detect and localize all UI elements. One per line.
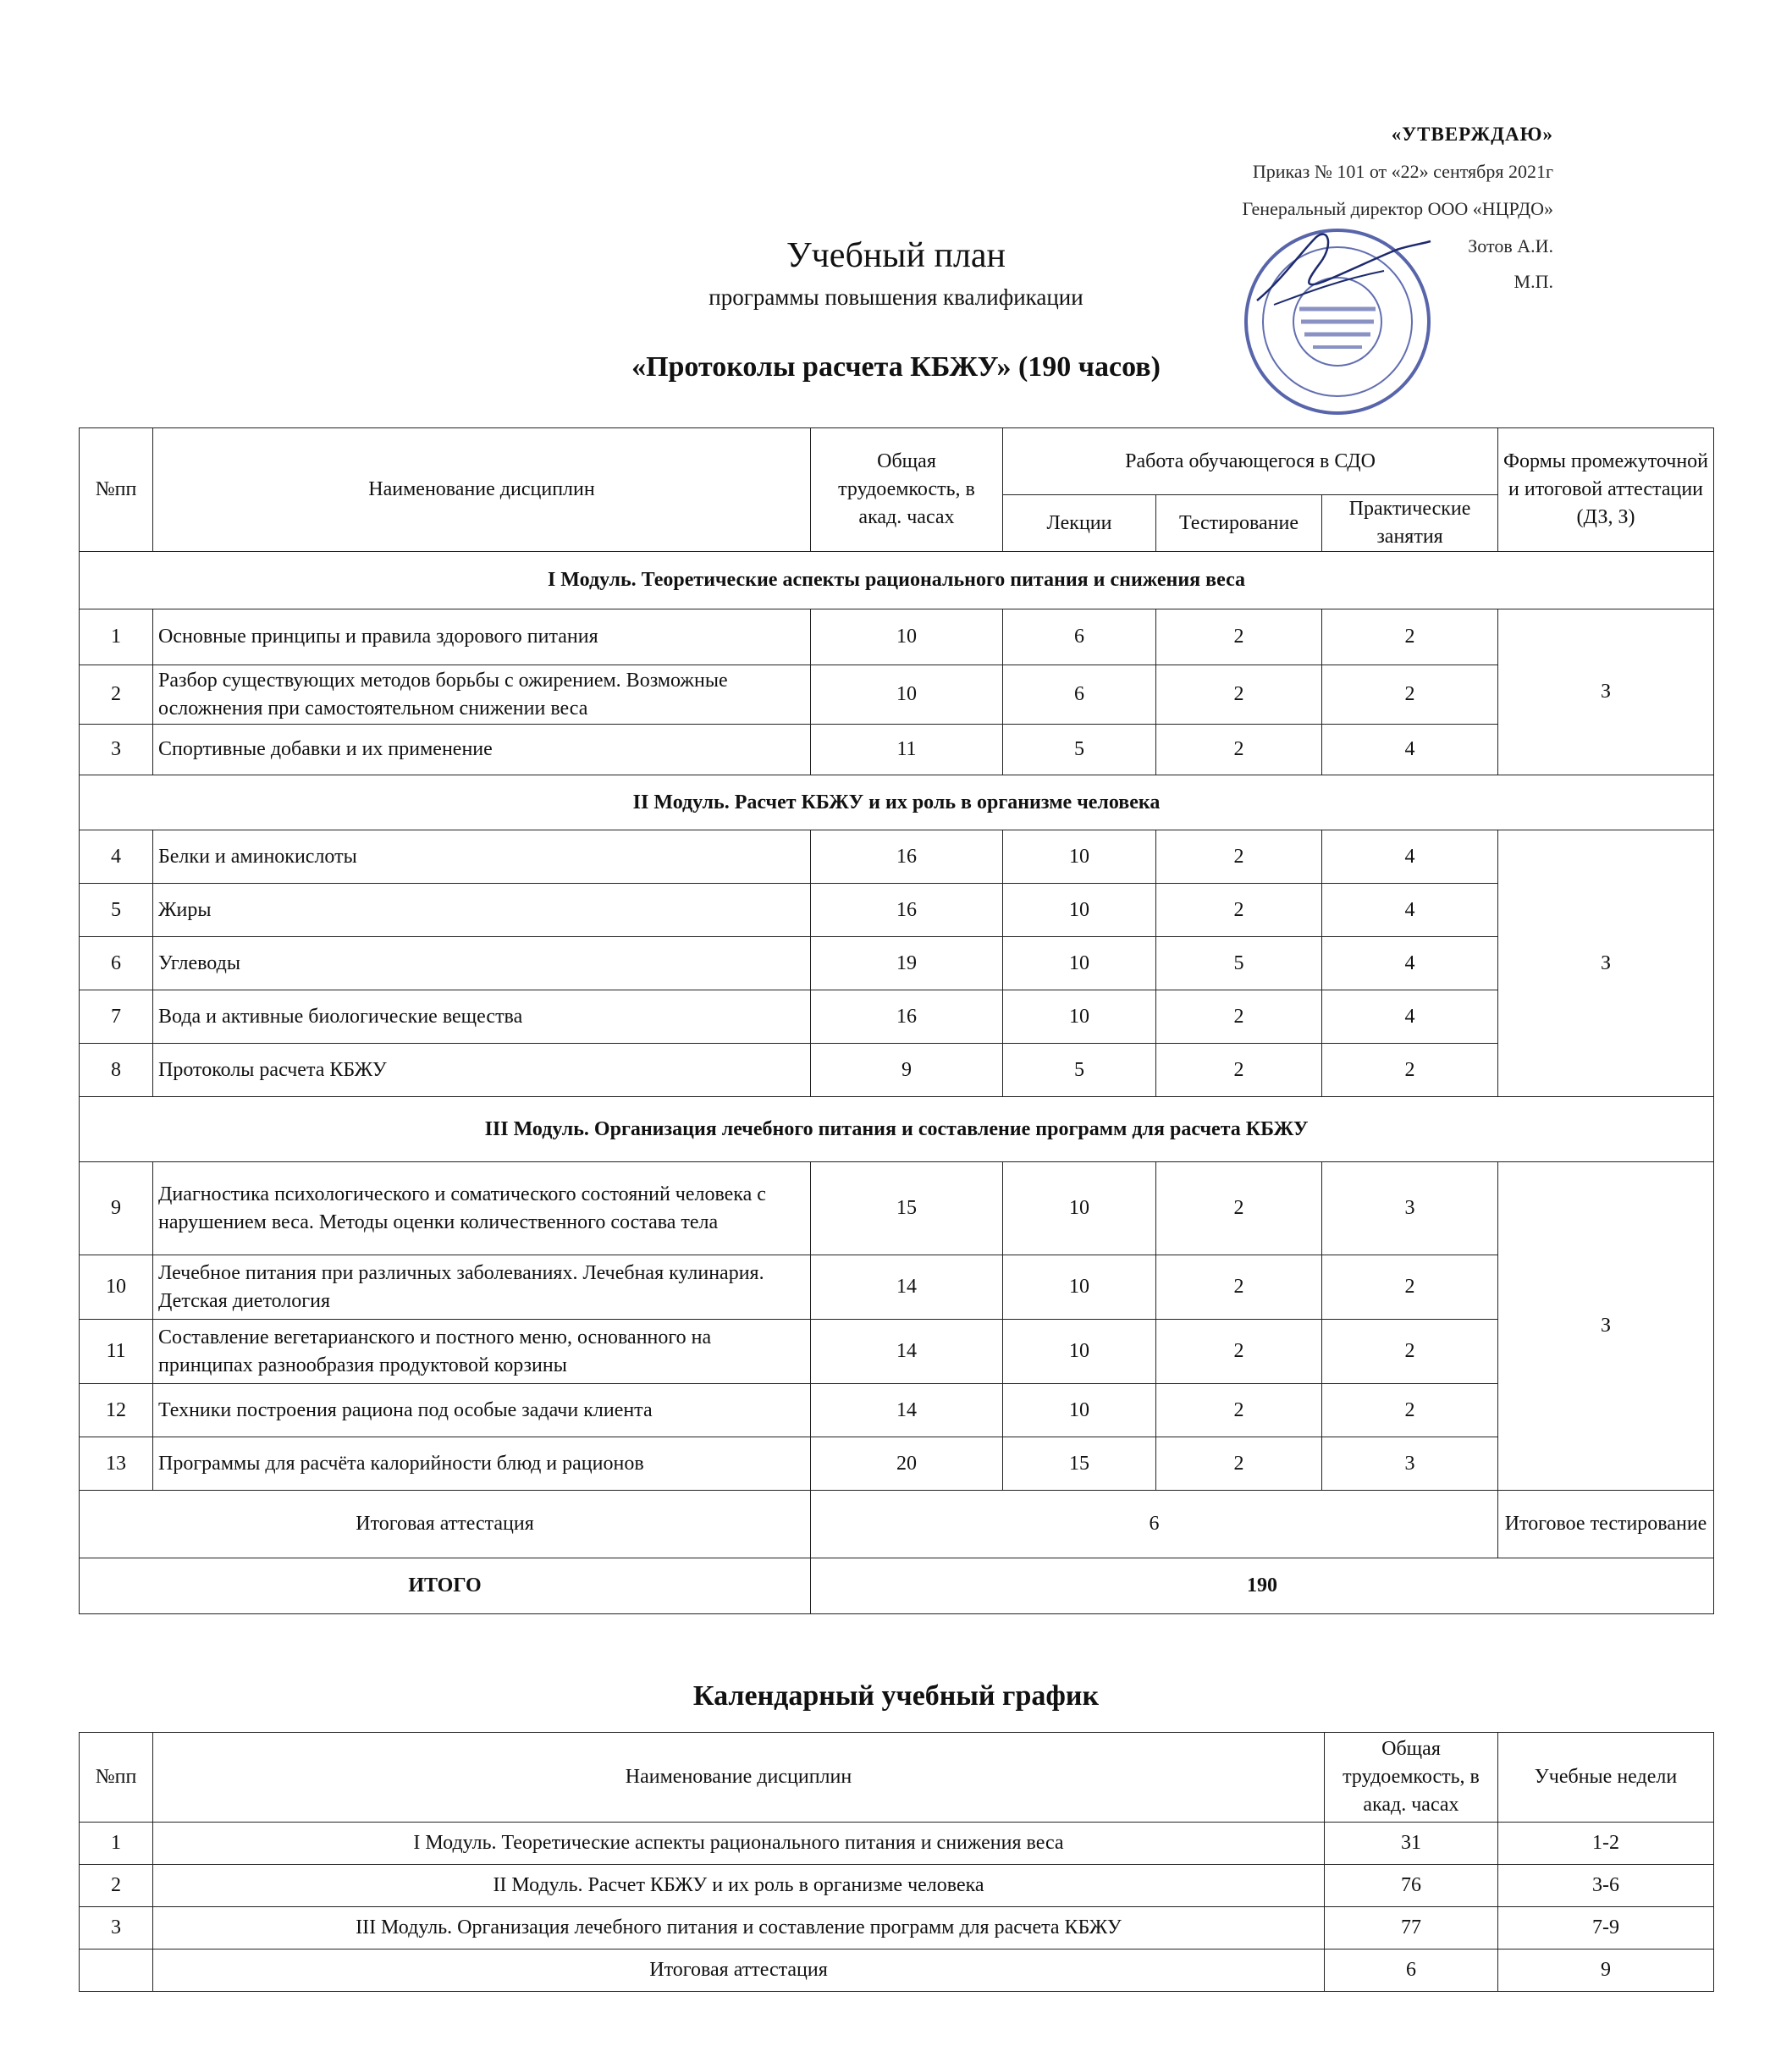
cal-row-total: 76 (1325, 1865, 1498, 1907)
row-testing: 2 (1156, 609, 1322, 665)
header-forms: Формы промежуточной и итоговой аттестации (ДЗ, З) (1498, 428, 1714, 552)
cal-header-weeks: Учебные недели (1498, 1733, 1714, 1823)
cal-row-name: Итоговая аттестация (153, 1949, 1325, 1992)
header-work: Работа обучающегося в СДО (1003, 428, 1498, 495)
row-num: 7 (80, 990, 153, 1044)
row-practice: 2 (1322, 1384, 1498, 1437)
approval-position: Генеральный директор ООО «НЦРДО» (1242, 198, 1553, 219)
row-testing: 2 (1156, 990, 1322, 1044)
row-practice: 2 (1322, 1044, 1498, 1097)
row-num: 12 (80, 1384, 153, 1437)
row-lectures: 10 (1003, 1320, 1156, 1384)
row-num: 11 (80, 1320, 153, 1384)
cal-row-weeks: 9 (1498, 1949, 1714, 1992)
row-num: 4 (80, 830, 153, 884)
row-total: 15 (811, 1162, 1003, 1255)
table-row (80, 1384, 1714, 1437)
row-practice: 3 (1322, 1437, 1498, 1491)
row-name: Техники построения рациона под особые задачи клиента (153, 1384, 811, 1437)
row-lectures: 10 (1003, 1255, 1156, 1320)
header-num: №пп (80, 428, 153, 552)
module-2-form: З (1498, 830, 1714, 1097)
cal-row-num: 2 (80, 1865, 153, 1907)
row-total: 11 (811, 725, 1003, 775)
row-practice: 2 (1322, 665, 1498, 725)
row-lectures: 10 (1003, 1384, 1156, 1437)
row-name: Вода и активные биологические вещества (153, 990, 811, 1044)
page-title: Учебный план (786, 236, 1006, 275)
table-row (80, 990, 1714, 1044)
row-practice: 4 (1322, 725, 1498, 775)
table-row (80, 1255, 1714, 1320)
final-hours: 6 (811, 1491, 1498, 1558)
row-total: 16 (811, 884, 1003, 937)
row-practice: 4 (1322, 830, 1498, 884)
approval-order: Приказ № 101 от «22» сентября 2021г (1252, 161, 1553, 182)
final-label: Итоговая аттестация (80, 1491, 811, 1558)
row-name: Разбор существующих методов борьбы с ожирением. Возможные осложнения при самостоятельном снижении веса (153, 665, 811, 725)
cal-row-total: 31 (1325, 1823, 1498, 1865)
row-num: 8 (80, 1044, 153, 1097)
row-lectures: 10 (1003, 937, 1156, 990)
row-total: 16 (811, 830, 1003, 884)
row-name: Составление вегетарианского и постного меню, основанного на принципах разнообразия продуктовой корзины (153, 1320, 811, 1384)
row-testing: 2 (1156, 665, 1322, 725)
row-lectures: 10 (1003, 1162, 1156, 1255)
table-row (80, 1162, 1714, 1255)
row-testing: 2 (1156, 1162, 1322, 1255)
table-row (80, 1320, 1714, 1384)
cal-row-num: 3 (80, 1907, 153, 1949)
cal-header-name: Наименование дисциплин (153, 1733, 1325, 1823)
row-num: 2 (80, 665, 153, 725)
calendar-table (79, 1732, 1714, 1992)
row-name: Углеводы (153, 937, 811, 990)
module-1-title: I Модуль. Теоретические аспекты рационального питания и снижения веса (80, 552, 1714, 609)
row-lectures: 10 (1003, 884, 1156, 937)
header-total: Общая трудоемкость, в акад. часах (811, 428, 1003, 552)
row-practice: 4 (1322, 884, 1498, 937)
row-total: 14 (811, 1320, 1003, 1384)
table-row (80, 725, 1714, 775)
header-lectures: Лекции (1003, 495, 1156, 552)
row-total: 10 (811, 609, 1003, 665)
table-row (80, 665, 1714, 725)
module-1-form: З (1498, 609, 1714, 775)
module-3-title: III Модуль. Организация лечебного питания и составление программ для расчета КБЖУ (80, 1097, 1714, 1162)
module-2-title: II Модуль. Расчет КБЖУ и их роль в организме человека (80, 775, 1714, 830)
row-total: 10 (811, 665, 1003, 725)
row-lectures: 5 (1003, 1044, 1156, 1097)
row-testing: 2 (1156, 1437, 1322, 1491)
table-row (80, 1823, 1714, 1865)
row-total: 14 (811, 1384, 1003, 1437)
row-name: Диагностика психологического и соматического состояний человека с нарушением веса. Методы оценки количественного состава тела (153, 1162, 811, 1255)
row-testing: 2 (1156, 884, 1322, 937)
table-row (80, 609, 1714, 665)
cal-row-num: 1 (80, 1823, 153, 1865)
row-practice: 4 (1322, 990, 1498, 1044)
row-name: Белки и аминокислоты (153, 830, 811, 884)
row-practice: 2 (1322, 1255, 1498, 1320)
row-total: 14 (811, 1255, 1003, 1320)
cal-row-weeks: 1-2 (1498, 1823, 1714, 1865)
total-hours: 190 (811, 1558, 1714, 1614)
table-row (80, 937, 1714, 990)
row-name: Жиры (153, 884, 811, 937)
table-row (80, 1949, 1714, 1992)
row-testing: 2 (1156, 1384, 1322, 1437)
row-total: 16 (811, 990, 1003, 1044)
row-testing: 2 (1156, 1255, 1322, 1320)
final-form: Итоговое тестирование (1498, 1491, 1714, 1558)
table-row (80, 1044, 1714, 1097)
total-label: ИТОГО (80, 1558, 811, 1614)
row-practice: 2 (1322, 609, 1498, 665)
table-row (80, 1907, 1714, 1949)
row-lectures: 6 (1003, 665, 1156, 725)
header-name: Наименование дисциплин (153, 428, 811, 552)
module-3-form: З (1498, 1162, 1714, 1491)
row-testing: 2 (1156, 1320, 1322, 1384)
row-testing: 2 (1156, 725, 1322, 775)
row-testing: 5 (1156, 937, 1322, 990)
table-row (80, 1437, 1714, 1491)
row-num: 13 (80, 1437, 153, 1491)
row-num: 1 (80, 609, 153, 665)
final-attestation-row (80, 1491, 1714, 1558)
table-row (80, 1865, 1714, 1907)
row-name: Программы для расчёта калорийности блюд и рационов (153, 1437, 811, 1491)
row-testing: 2 (1156, 1044, 1322, 1097)
program-title: «Протоколы расчета КБЖУ» (190 часов) (631, 351, 1161, 383)
header-testing: Тестирование (1156, 495, 1322, 552)
calendar-title: Календарный учебный график (692, 1680, 1100, 1712)
row-name: Протоколы расчета КБЖУ (153, 1044, 811, 1097)
cal-row-name: I Модуль. Теоретические аспекты рационального питания и снижения веса (153, 1823, 1325, 1865)
header-practice: Практические занятия (1322, 495, 1498, 552)
row-lectures: 6 (1003, 609, 1156, 665)
cal-header-total: Общая трудоемкость, в акад. часах (1325, 1733, 1498, 1823)
row-total: 19 (811, 937, 1003, 990)
cal-row-total: 77 (1325, 1907, 1498, 1949)
row-practice: 2 (1322, 1320, 1498, 1384)
row-name: Лечебное питания при различных заболеваниях. Лечебная кулинария. Детская диетология (153, 1255, 811, 1320)
total-row (80, 1558, 1714, 1614)
cal-row-weeks: 3-6 (1498, 1865, 1714, 1907)
row-practice: 4 (1322, 937, 1498, 990)
cal-row-weeks: 7-9 (1498, 1907, 1714, 1949)
row-lectures: 15 (1003, 1437, 1156, 1491)
row-testing: 2 (1156, 830, 1322, 884)
cal-header-num: №пп (80, 1733, 153, 1823)
row-lectures: 10 (1003, 990, 1156, 1044)
row-name: Спортивные добавки и их применение (153, 725, 811, 775)
row-num: 6 (80, 937, 153, 990)
row-practice: 3 (1322, 1162, 1498, 1255)
row-num: 10 (80, 1255, 153, 1320)
table-row (80, 830, 1714, 884)
cal-row-name: II Модуль. Расчет КБЖУ и их роль в организме человека (153, 1865, 1325, 1907)
row-lectures: 10 (1003, 830, 1156, 884)
table-row (80, 884, 1714, 937)
row-lectures: 5 (1003, 725, 1156, 775)
approval-title: «УТВЕРЖДАЮ» (1391, 124, 1553, 145)
row-total: 9 (811, 1044, 1003, 1097)
row-name: Основные принципы и правила здорового питания (153, 609, 811, 665)
row-num: 5 (80, 884, 153, 937)
row-num: 9 (80, 1162, 153, 1255)
study-plan-table (79, 427, 1714, 1614)
cal-row-total: 6 (1325, 1949, 1498, 1992)
approval-mp: М.П. (1514, 271, 1553, 292)
page-subtitle: программы повышения квалификации (709, 284, 1083, 310)
row-num: 3 (80, 725, 153, 775)
row-total: 20 (811, 1437, 1003, 1491)
cal-row-name: III Модуль. Организация лечебного питания и составление программ для расчета КБЖУ (153, 1907, 1325, 1949)
approval-director: Зотов А.И. (1468, 235, 1553, 256)
cal-row-num (80, 1949, 153, 1992)
